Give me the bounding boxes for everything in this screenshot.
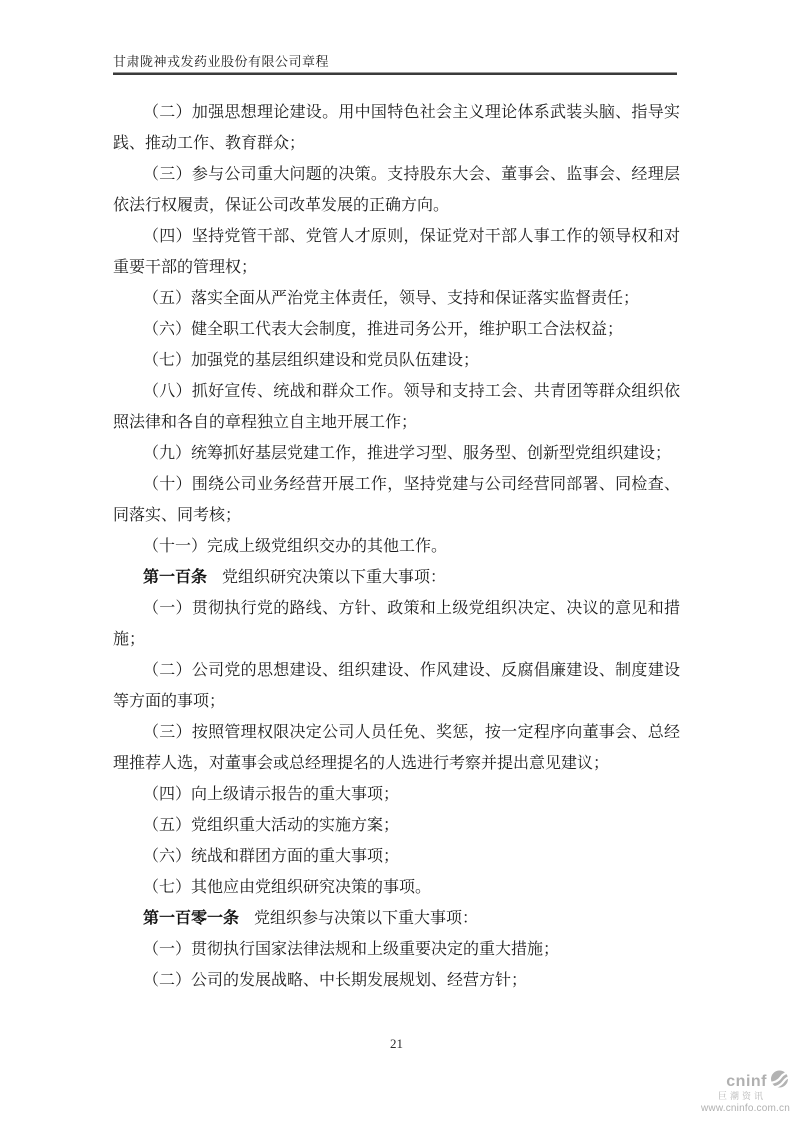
body-line: （五）落实全面从严治党主体责任，领导、支持和保证落实监督责任；	[143, 290, 640, 307]
body-line: （三）参与公司重大问题的决策。支持股东大会、董事会、监事会、经理层	[143, 166, 680, 183]
body-line: 践、推动工作、教育群众；	[113, 135, 306, 152]
body-line: （五）党组织重大活动的实施方案；	[143, 817, 400, 834]
page-number: 21	[390, 1036, 403, 1051]
cninfo-logo	[700, 1070, 790, 1115]
document-body	[113, 97, 680, 996]
document-title: 甘肃陇神戎发药业股份有限公司章程	[113, 54, 330, 69]
body-line: （六）健全职工代表大会制度，推进司务公开，维护职工合法权益；	[143, 321, 624, 338]
cninfo-swirl-icon	[769, 1070, 790, 1093]
body-line: 等方面的事项；	[113, 693, 226, 710]
body-line: （十）围绕公司业务经营开展工作，坚持党建与公司经营同部署、同检查、	[143, 476, 680, 493]
body-line: （九）统筹抓好基层党建工作，推进学习型、服务型、创新型党组织建设；	[143, 445, 672, 462]
body-line: （四）向上级请示报告的重大事项；	[143, 786, 400, 803]
cninfo-brand-text: cninf	[726, 1072, 767, 1090]
body-line: （三）按照管理权限决定公司人员任免、奖惩，按一定程序向董事会、总经	[143, 724, 680, 741]
body-line: （二）加强思想理论建设。用中国特色社会主义理论体系武装头脑、指导实	[143, 104, 680, 121]
body-line: （八）抓好宣传、统战和群众工作。领导和支持工会、共青团等群众组织依	[143, 383, 680, 400]
cninfo-url: www.cninfo.com.cn	[701, 1103, 790, 1114]
body-line: 施；	[113, 631, 146, 648]
article-heading-line	[113, 903, 680, 934]
cninfo-cn-name: 巨潮资讯	[717, 1091, 766, 1101]
article-text: 党组织研究决策以下重大事项：	[222, 569, 447, 586]
body-line: 理推荐人选，对董事会或总经理提名的人选进行考察并提出意见建议；	[113, 755, 610, 772]
body-line: 照法律和各自的章程独立自主地开展工作；	[113, 414, 418, 431]
article-text: 党组织参与决策以下重大事项：	[254, 910, 479, 927]
body-line: （十一）完成上级党组织交办的其他工作。	[143, 538, 448, 555]
body-line: （四）坚持党管干部、党管人才原则，保证党对干部人事工作的领导权和对	[143, 228, 680, 245]
body-line: （六）统战和群团方面的重大事项；	[143, 848, 400, 865]
page-header	[113, 54, 677, 75]
article-heading-line	[113, 562, 680, 593]
body-line: （一）贯彻执行国家法律法规和上级重要决定的重大措施；	[143, 941, 560, 958]
body-line: 重要干部的管理权；	[113, 259, 258, 276]
body-line: （七）其他应由党组织研究决策的事项。	[143, 879, 432, 896]
body-line: （七）加强党的基层组织建设和党员队伍建设；	[143, 352, 480, 369]
article-number: 第一百条	[143, 569, 208, 586]
body-line: （二）公司的发展战略、中长期发展规划、经营方针；	[143, 972, 528, 989]
body-line: 依法行权履责，保证公司改革发展的正确方向。	[113, 197, 450, 214]
cninfo-brand-row	[700, 1070, 790, 1093]
body-line: （一）贯彻执行党的路线、方针、政策和上级党组织决定、决议的意见和措	[143, 600, 680, 617]
body-line: （二）公司党的思想建设、组织建设、作风建设、反腐倡廉建设、制度建设	[143, 662, 680, 679]
article-number: 第一百零一条	[143, 910, 240, 927]
body-line: 同落实、同考核；	[113, 507, 242, 524]
